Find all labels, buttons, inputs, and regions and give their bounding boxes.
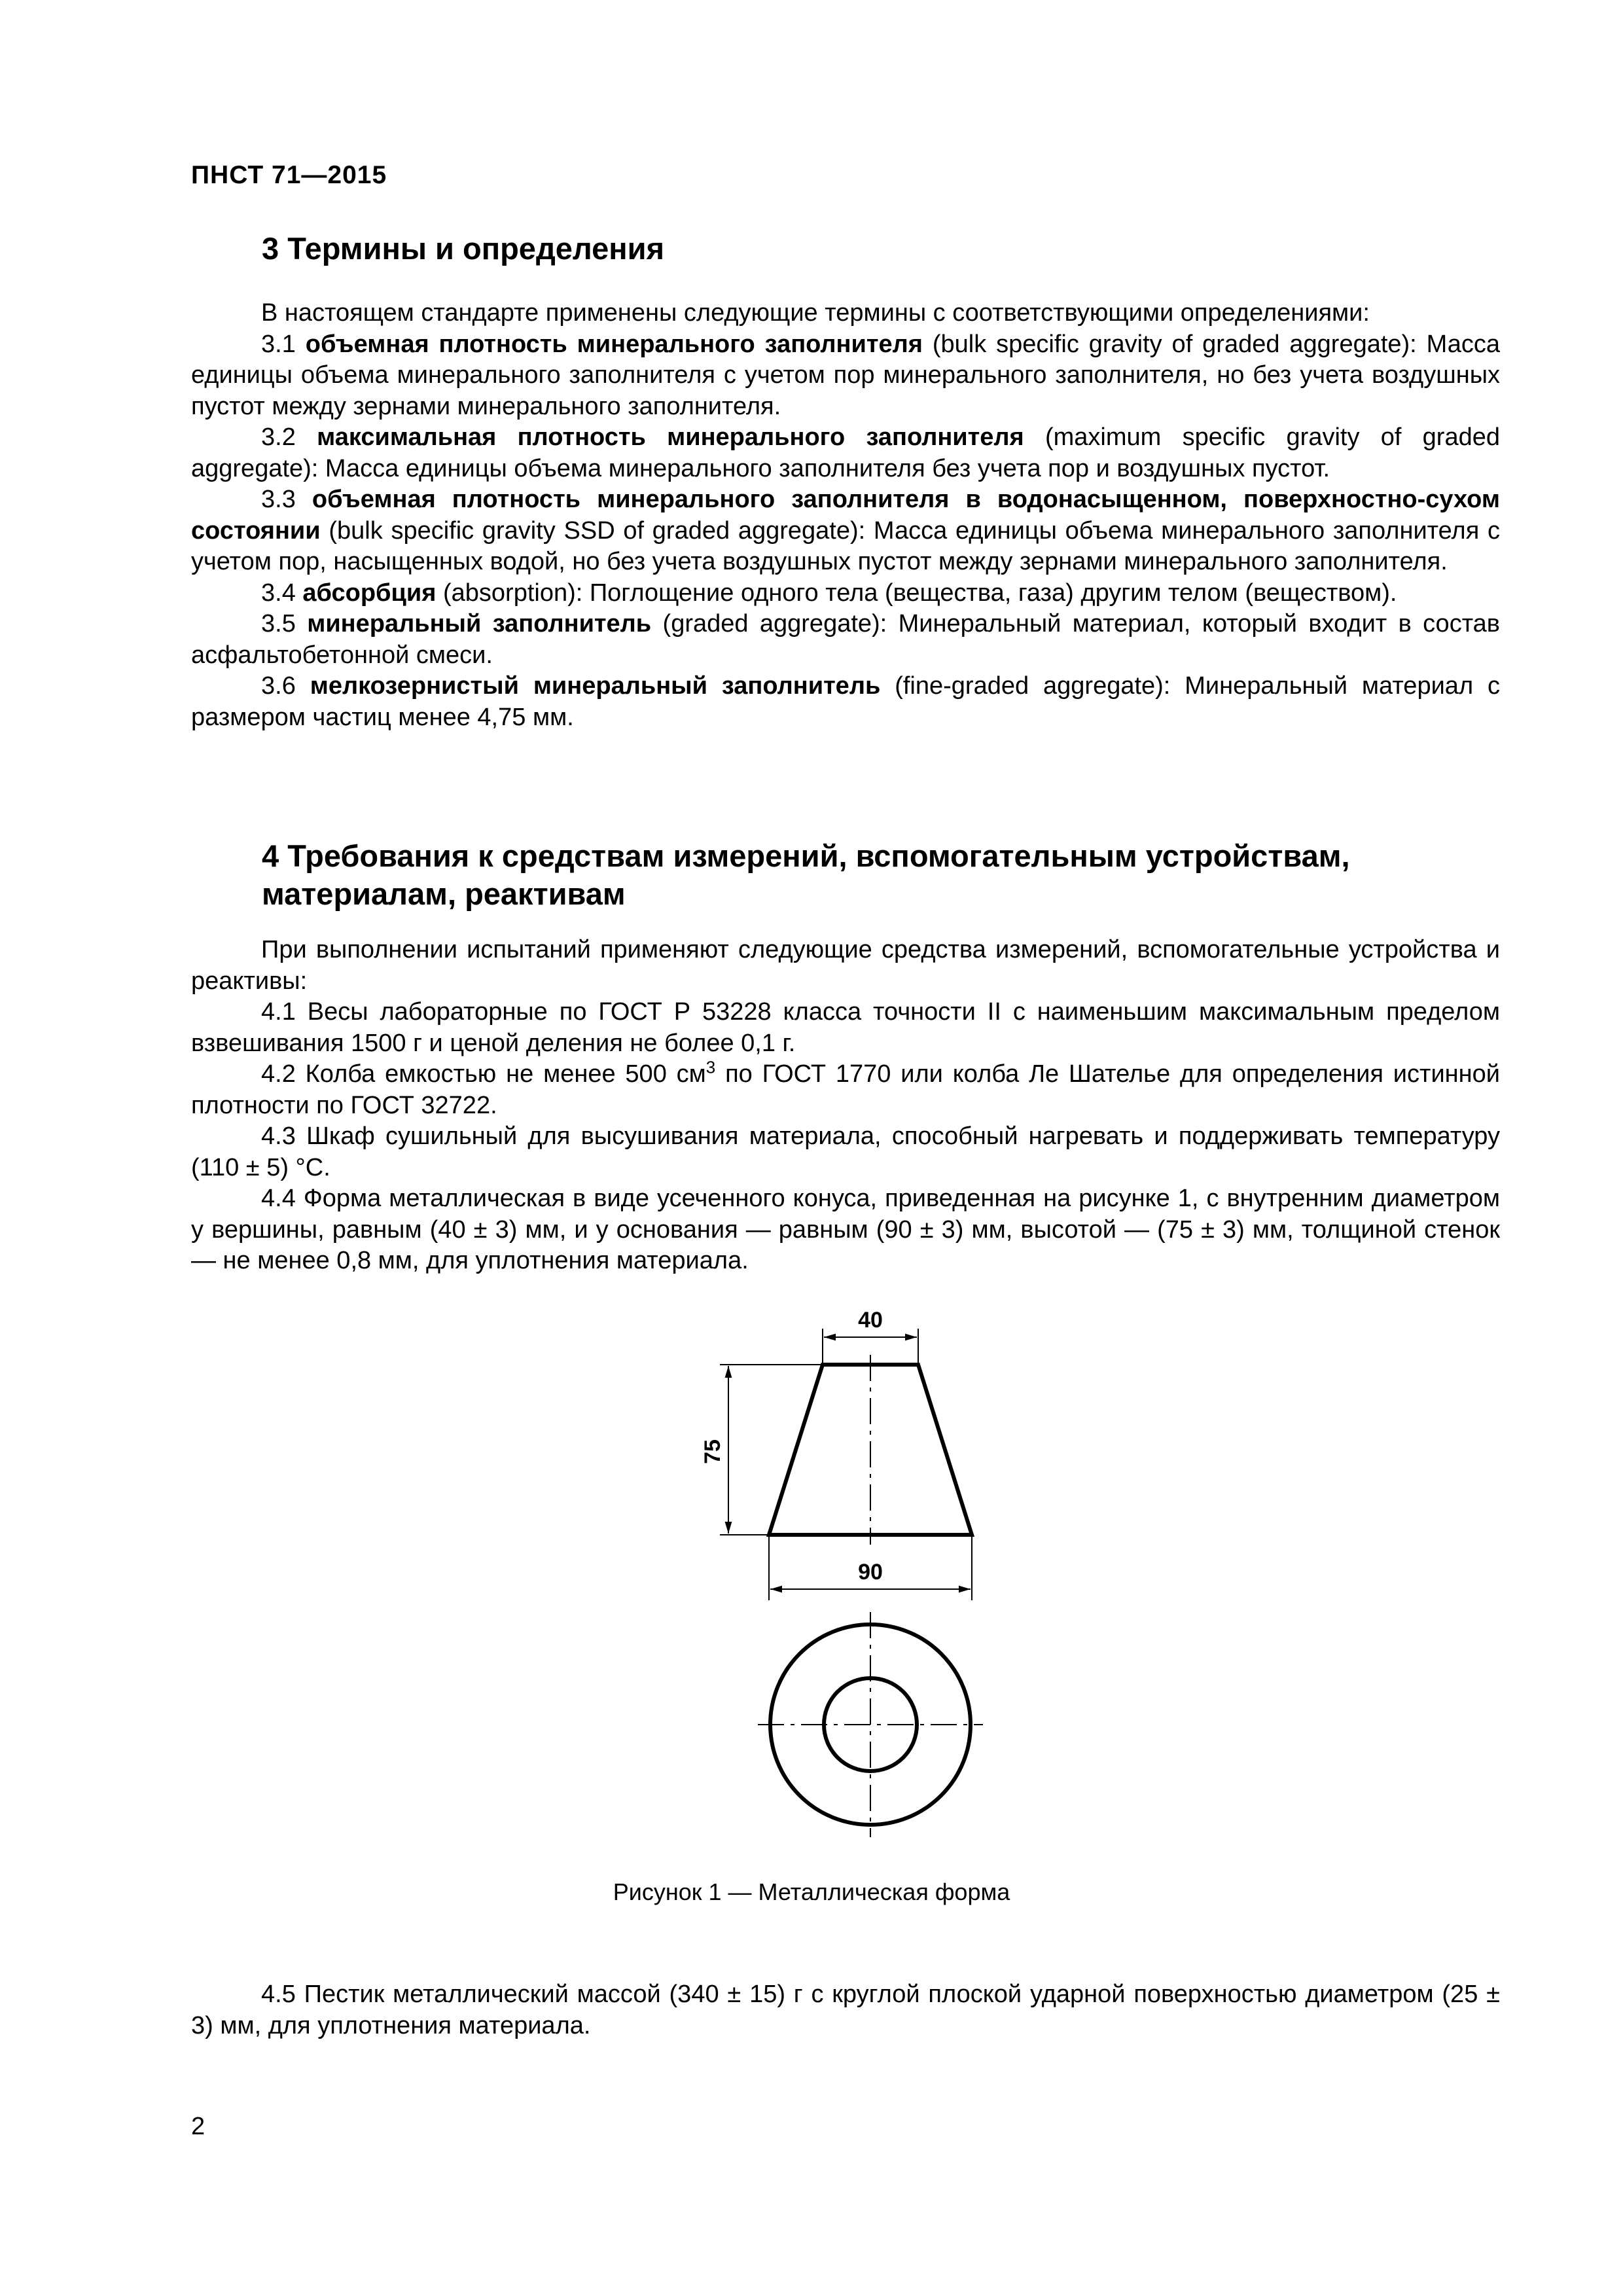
figure-1-caption: Рисунок 1 — Металлическая форма	[613, 1878, 1010, 1905]
clause-4-5: 4.5 Пестик металлический массой (340 ± 15) г с круглой плоской ударной поверхностью диаметром (25 ± 3) мм, для уплотнения материала.	[191, 1981, 1500, 2039]
section-4-title-line1: 4 Требования к средствам измерений, вспомогательным устройствам,	[262, 838, 1350, 873]
term-3-1	[191, 329, 1500, 423]
clause-4-2-text-a: 4.2 Колба емкостью не менее 500 см	[261, 1060, 706, 1088]
term-3-5	[191, 609, 1500, 671]
term-number: 3.5	[261, 610, 296, 637]
term-number: 3.6	[261, 672, 296, 700]
term-name: минеральный заполнитель	[307, 610, 652, 637]
clause-4-4: 4.4 Форма металлическая в виде усеченного конуса, приведенная на рисунке 1, с внутренним диаметром у вершины, равным (40 ± 3) мм, и у основания — равным (90 ± 3) мм, высотой — (75 ± 3) мм, толщиной стенок — не менее 0,8 мм, для уплотнения материала.	[191, 1185, 1500, 1274]
term-definition: (graded aggregate): Минеральный материал, который входит в состав асфальтобетонной смеси.	[191, 610, 1500, 669]
figure-1-drawing	[700, 1302, 1008, 1839]
term-definition: (fine-graded aggregate): Минеральный материал с размером частиц менее 4,75 мм.	[191, 672, 1501, 731]
term-name: объемная плотность минерального заполнителя в водонасыщенном, поверхностно-сухом состоянии	[191, 486, 1500, 545]
page-number: 2	[191, 2113, 205, 2140]
term-number: 3.1	[261, 330, 296, 358]
term-3-2	[191, 422, 1500, 484]
clause-4-1: 4.1 Весы лабораторные по ГОСТ Р 53228 класса точности II с наименьшим максимальным пределом взвешивания 1500 г и ценой деления не более 0,1 г.	[191, 998, 1500, 1057]
section-3-body	[191, 298, 1500, 733]
term-name: максимальная плотность минерального заполнителя	[317, 423, 1024, 451]
term-name: объемная плотность минерального заполнителя	[305, 330, 923, 358]
section-4-title-line2: материалам, реактивам	[262, 876, 626, 911]
dim-top-label: 40	[858, 1308, 883, 1333]
section-3-title: 3 Термины и определения	[262, 231, 664, 266]
section-3-intro: В настоящем стандарте применены следующие термины с соответствующими определениями:	[261, 299, 1370, 327]
term-number: 3.4	[261, 579, 296, 607]
term-number: 3.2	[261, 423, 296, 451]
document-header: ПНСТ 71—2015	[191, 161, 387, 189]
clause-4-3: 4.3 Шкаф сушильный для высушивания материала, способный нагревать и поддерживать температуру (110 ± 5) °С.	[191, 1122, 1500, 1181]
term-name: мелкозернистый минеральный заполнитель	[310, 672, 881, 700]
section-4-intro: При выполнении испытаний применяют следующие средства измерений, вспомогательные устройства и реактивы:	[191, 936, 1500, 995]
term-definition: (absorption): Поглощение одного тела (вещества, газа) другим телом (веществом).	[436, 579, 1397, 607]
term-number: 3.3	[261, 486, 296, 513]
clause-4-2	[191, 1059, 1500, 1121]
section-4-body	[191, 935, 1500, 1277]
dim-bottom-label: 90	[858, 1560, 883, 1585]
term-3-3	[191, 484, 1500, 578]
cubic-superscript: 3	[705, 1057, 716, 1077]
term-definition: (bulk specific gravity SSD of graded aggregate): Масса единицы объема минерального заполнителя с учетом пор, насыщенных водой, но без учета воздушных пустот между зернами минерального заполнителя.	[191, 516, 1500, 575]
dim-height-label: 75	[700, 1439, 725, 1464]
term-definition: (maximum specific gravity of graded aggregate): Масса единицы объема минерального заполнителя без учета пор и воздушных пустот.	[191, 423, 1500, 482]
clause-4-2-text-b: по ГОСТ 1770 или колба Ле Шателье для определения истинной плотности по ГОСТ 32722.	[191, 1060, 1500, 1119]
term-name: абсорбция	[302, 579, 437, 607]
term-definition: (bulk specific gravity of graded aggregate): Масса единицы объема минерального заполнителя с учетом пор минерального заполнителя, но без учета воздушных пустот между зернами минерального заполнителя.	[191, 330, 1500, 420]
term-3-6	[191, 671, 1500, 733]
clause-4-5-block	[191, 1979, 1500, 2041]
term-3-4	[191, 578, 1500, 609]
